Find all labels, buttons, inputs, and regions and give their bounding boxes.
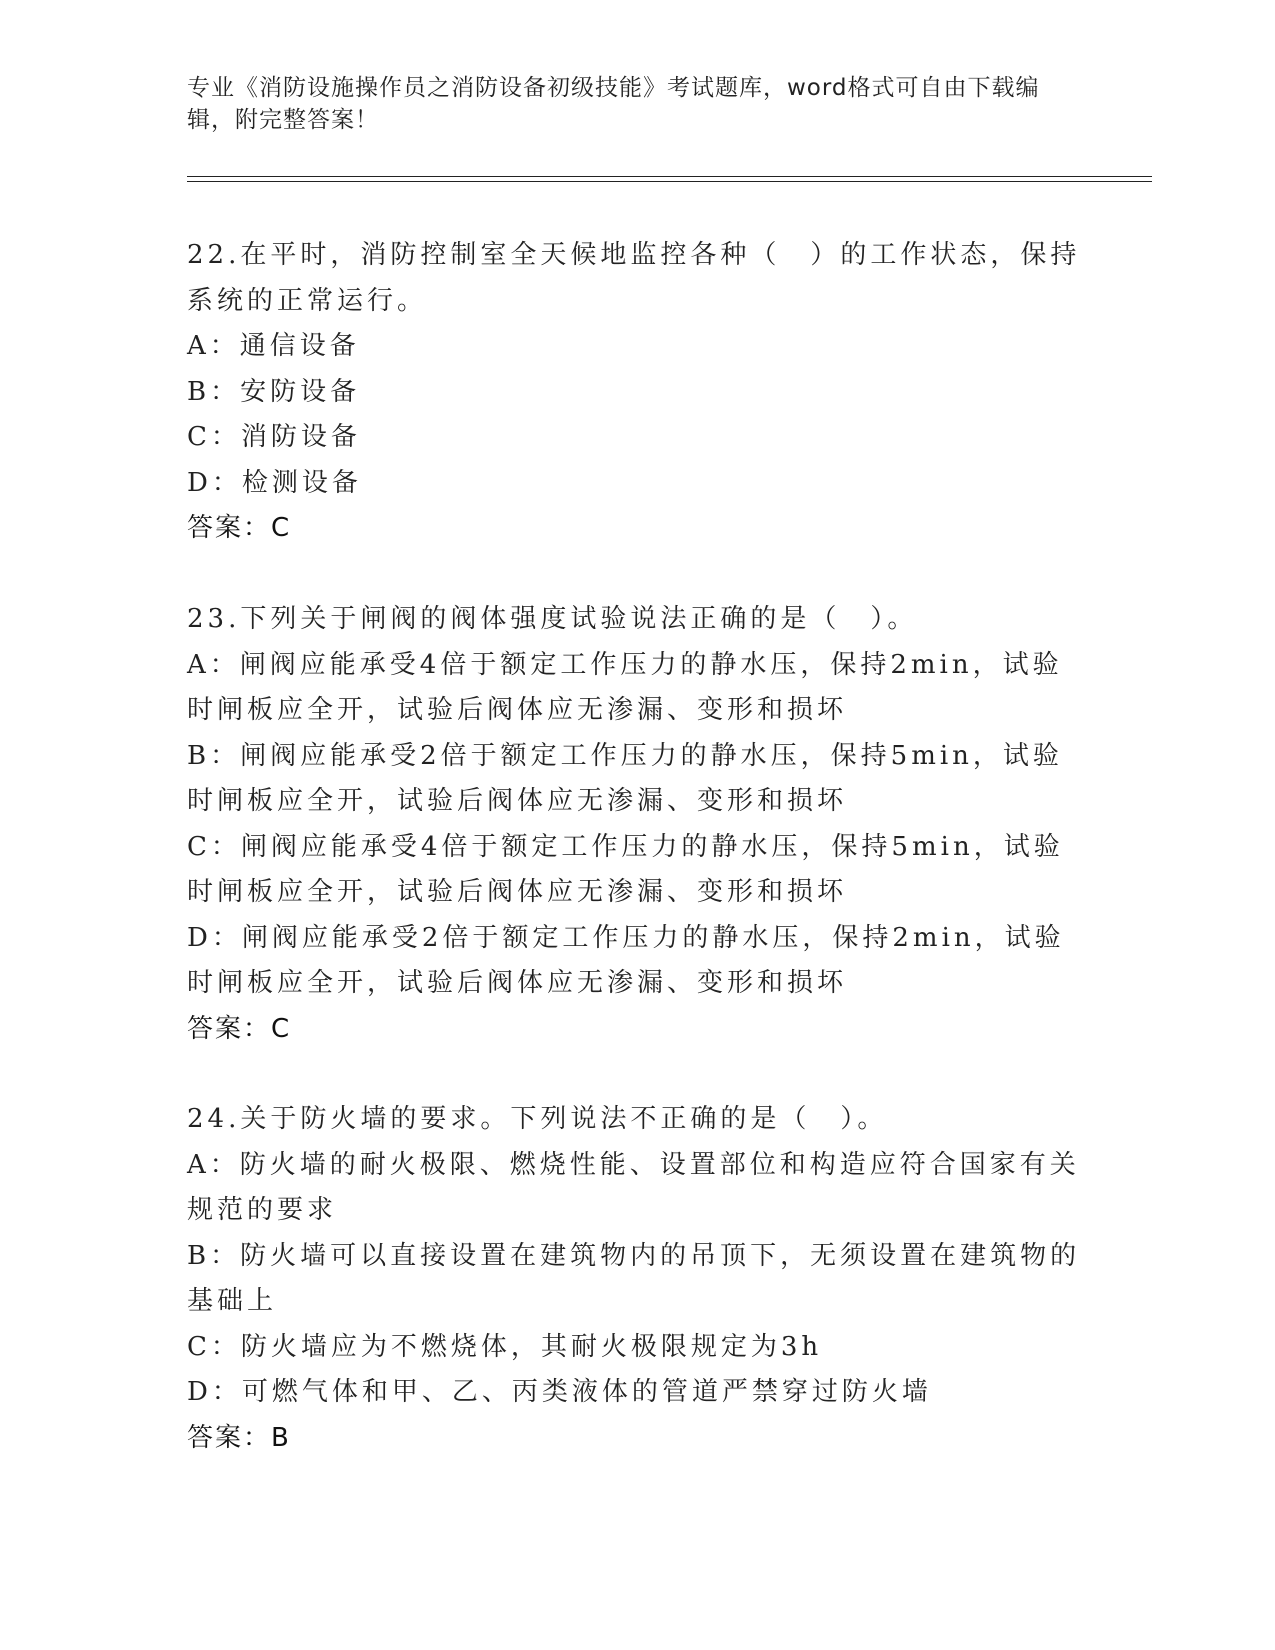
question-stem: 22.在平时，消防控制室全天候地监控各种（ ）的工作状态，保持系统的正常运行。 xyxy=(187,240,1081,316)
option-c: C：消防设备 xyxy=(187,422,361,452)
question-24 xyxy=(187,1097,1087,1461)
option-b: B：安防设备 xyxy=(187,376,361,407)
question-stem: 24.关于防火墙的要求。下列说法不正确的是（ ）。 xyxy=(187,1104,888,1134)
header-divider-bottom xyxy=(187,181,1152,182)
option-d: D：可燃气体和甲、乙、丙类液体的管道严禁穿过防火墙 xyxy=(187,1377,932,1407)
option-d: D：检测设备 xyxy=(187,467,362,498)
option-a: A：防火墙的耐火极限、燃烧性能、设置部位和构造应符合国家有关规范的要求 xyxy=(187,1149,1080,1225)
option-a: A：通信设备 xyxy=(187,331,360,361)
option-b: B：防火墙可以直接设置在建筑物内的吊顶下，无须设置在建筑物的基础上 xyxy=(187,1240,1081,1316)
option-a: A：闸阀应能承受4倍于额定工作压力的静水压，保持2min，试验时闸板应全开，试验后阀体应无渗漏、变形和损坏 xyxy=(187,649,1063,725)
answer-line: 答案：C xyxy=(187,1013,292,1044)
option-b: B：闸阀应能承受2倍于额定工作压力的静水压，保持5min，试验时闸板应全开，试验后阀体应无渗漏、变形和损坏 xyxy=(187,740,1063,816)
option-c: C：防火墙应为不燃烧体，其耐火极限规定为3h xyxy=(187,1331,823,1362)
question-22 xyxy=(187,233,1087,552)
option-c: C：闸阀应能承受4倍于额定工作压力的静水压，保持5min，试验时闸板应全开，试验后阀体应无渗漏、变形和损坏 xyxy=(187,831,1064,907)
question-stem: 23.下列关于闸阀的阀体强度试验说法正确的是（ ）。 xyxy=(187,604,918,634)
option-d: D：闸阀应能承受2倍于额定工作压力的静水压，保持2min，试验时闸板应全开，试验后阀体应无渗漏、变形和损坏 xyxy=(187,922,1065,998)
answer-line: 答案：C xyxy=(187,513,292,543)
document-header-intro: 专业《消防设施操作员之消防设备初级技能》考试题库，word格式可自由下载编辑，附完整答案！ xyxy=(187,75,1040,133)
answer-line: 答案：B xyxy=(187,1422,291,1453)
question-23 xyxy=(187,597,1087,1052)
header-divider-top xyxy=(187,176,1152,177)
